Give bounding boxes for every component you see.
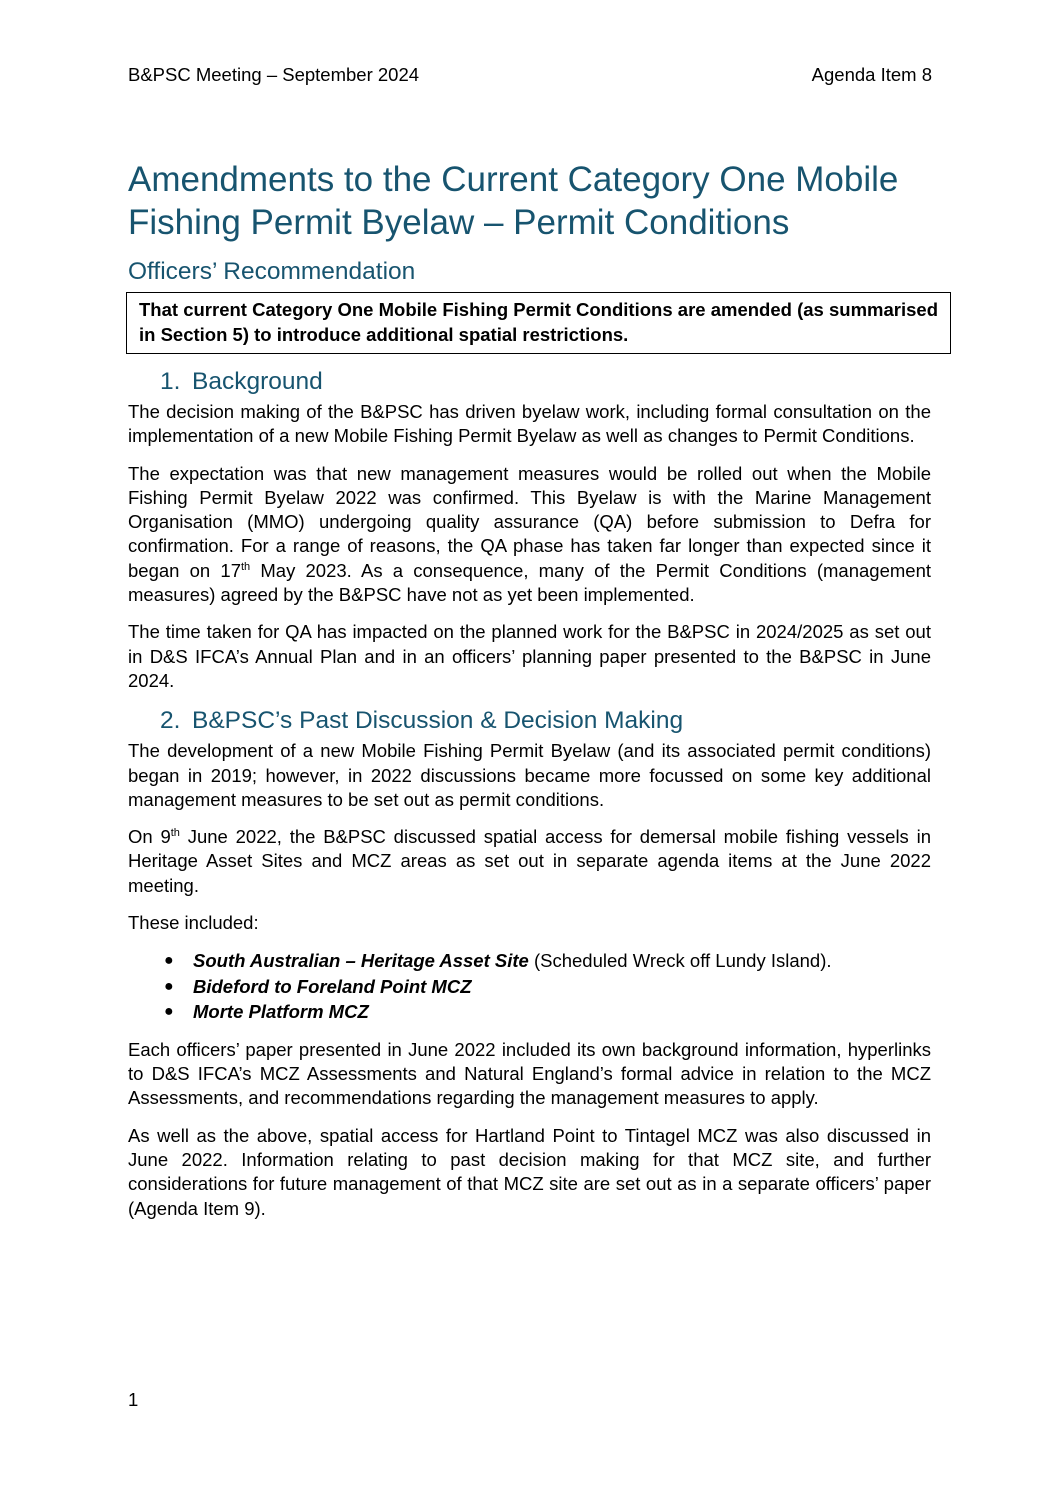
section-2-paragraph-2-end: June 2022, the B&PSC discussed spatial access for demersal mobile fishing vessels in Heritage Asset Sites and MCZ areas as set out in separate agenda items at the June 2022 meeting. (128, 826, 931, 896)
document-title: Amendments to the Current Category One Mobile Fishing Permit Byelaw – Permit Conditions (128, 160, 899, 242)
section-1-paragraph-2-start: The expectation was that new management measures would be rolled out when the Mobile Fishing Permit Byelaw 2022 was confirmed. This Byelaw is with the Marine Management Organisation (MMO) undergoing quality assurance (QA) before submission to Defra for confirmation. For a range of reasons, the QA phase has taken far longer than expected since it began on 17 (128, 462, 931, 581)
bullet-icon: ● (164, 1003, 174, 1021)
document-body (128, 158, 938, 1234)
section-2-paragraph-1: The development of a new Mobile Fishing Permit Byelaw (and its associated permit conditions) began in 2019; however, in 2022 discussions became more focussed on some key additional management measures to be set out as permit conditions. (128, 740, 931, 810)
header-agenda-item: Agenda Item 8 (811, 64, 932, 85)
list-item-bold: South Australian – Heritage Asset Site (193, 950, 529, 972)
section-2-paragraph-4: Each officers’ paper presented in June 2022 included its own background information, hyperlinks to D&S IFCA’s MCZ Assessments and Natural England’s formal advice in relation to the MCZ Assessments, and recommendations regarding the management measures to apply. (128, 1038, 931, 1109)
page-header (128, 64, 932, 86)
recommendation-heading: Officers’ Recommendation (128, 258, 416, 285)
list-item (128, 974, 931, 1000)
section-2-title: B&PSC’s Past Discussion & Decision Making (192, 707, 684, 735)
list-item-bold: Morte Platform MCZ (193, 1001, 369, 1023)
section-2-paragraph-2-start: On 9 (128, 826, 171, 848)
list-item (128, 948, 931, 974)
recommendation-box (126, 292, 951, 354)
section-2-paragraph-2 (128, 825, 931, 898)
recommendation-text: That current Category One Mobile Fishing Permit Conditions are amended (as summarised in Section 5) to introduce additional spatial restrictions. (139, 299, 938, 345)
bullet-icon: ● (164, 952, 174, 970)
section-1-paragraph-3: The time taken for QA has impacted on the planned work for the B&PSC in 2024/2025 as set out in D&S IFCA’s Annual Plan and in an officers’ planning paper presented to the B&PSC in June 2024. (128, 621, 931, 691)
ordinal-superscript: th (170, 827, 180, 839)
section-1-paragraph-1: The decision making of the B&PSC has driven byelaw work, including formal consultation on the implementation of a new Mobile Fishing Permit Byelaw as well as changes to Permit Conditions. (128, 401, 931, 447)
bullet-icon: ● (164, 977, 174, 995)
header-meeting: B&PSC Meeting – September 2024 (128, 64, 420, 85)
section-1-paragraph-2-end: May 2023. As a consequence, many of the Permit Conditions (management measures) agreed by the B&PSC have not as yet been implemented. (128, 559, 932, 606)
ordinal-superscript: th (241, 560, 251, 573)
section-2-paragraph-3: These included: (128, 912, 259, 934)
section-2-paragraph-5: As well as the above, spatial access for Hartland Point to Tintagel MCZ was also discussed in June 2022. Information relating to past decision making for that MCZ site, and further considerations for future management of that MCZ site are set out as in a separate officers’ paper (Agenda Item 9). (128, 1124, 931, 1219)
list-item-bold: Bideford to Foreland Point MCZ (193, 975, 472, 997)
section-1-heading (160, 367, 931, 397)
list-item-rest: (Scheduled Wreck off Lundy Island). (528, 950, 832, 972)
section-2-number: 2. (160, 707, 181, 735)
section-1-number: 1. (160, 368, 181, 395)
list-item (128, 999, 931, 1025)
site-list (128, 948, 931, 1025)
section-1-paragraph-2 (128, 462, 931, 608)
page-number: 1 (128, 1389, 139, 1410)
section-2-heading (160, 706, 931, 736)
section-1-title: Background (192, 368, 323, 395)
